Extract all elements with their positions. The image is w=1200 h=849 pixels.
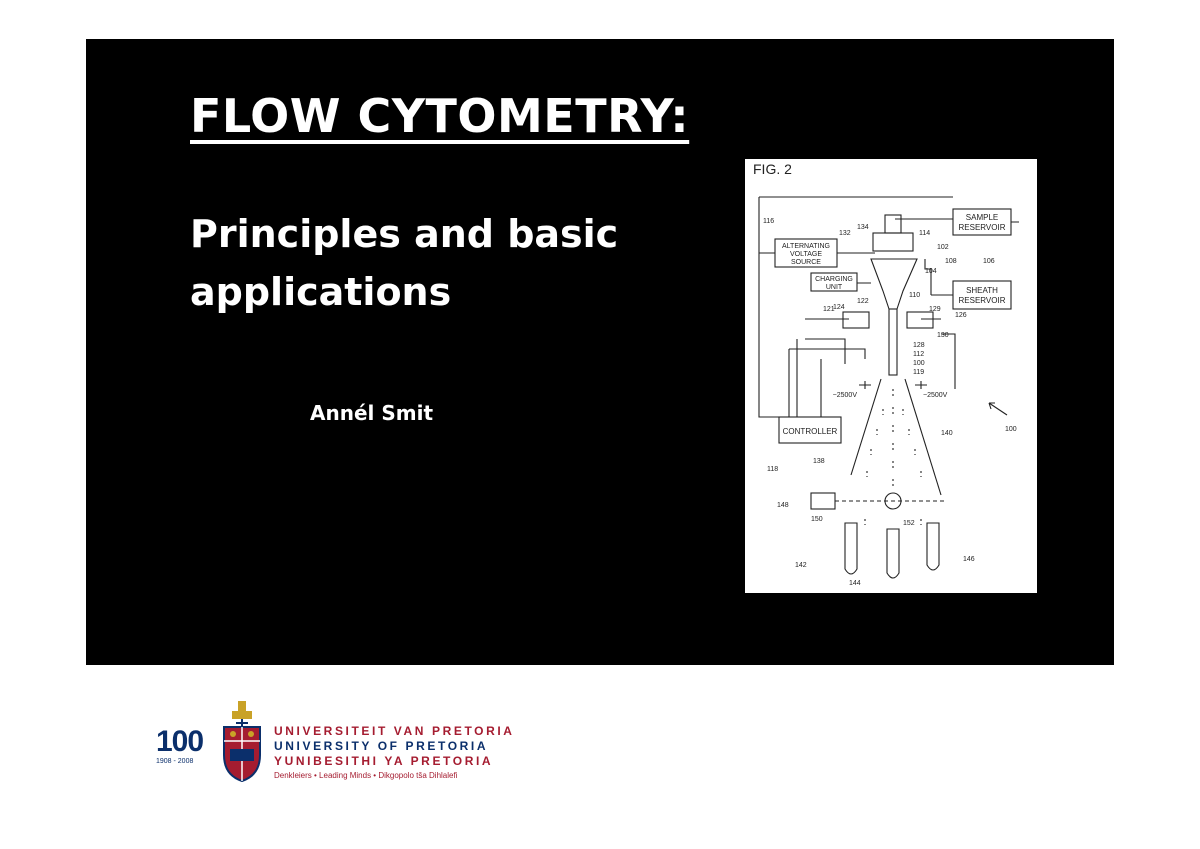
collection-tube-right (927, 523, 939, 570)
university-logo (156, 697, 515, 787)
ref-number: 124 (833, 304, 845, 311)
voltage-source-label-3: SOURCE (791, 259, 821, 266)
ref-number: 126 (955, 312, 967, 319)
university-crest-icon (218, 697, 266, 783)
ref-number: 108 (945, 258, 957, 265)
droplet-stream (865, 389, 921, 525)
ref-number: 132 (839, 230, 851, 237)
voltage-source-label: ALTERNATING (782, 243, 830, 250)
sample-reservoir-label-2: RESERVOIR (958, 223, 1006, 232)
ref-number: 142 (795, 562, 807, 569)
ref-number: 119 (913, 369, 925, 376)
ref-number: 148 (777, 502, 789, 509)
ref-number: 121 (823, 306, 835, 313)
ref-number: 116 (763, 218, 775, 225)
patent-figure (745, 159, 1037, 593)
ref-number: 144 (849, 580, 861, 587)
ref-number: 100 (1005, 426, 1017, 433)
university-names (274, 724, 515, 780)
slide-title: FLOW CYTOMETRY: (190, 89, 690, 143)
detector-right (907, 312, 933, 328)
ref-number: 138 (813, 458, 825, 465)
university-name-afrikaans: UNIVERSITEIT VAN PRETORIA (274, 724, 515, 738)
injector-top (885, 215, 901, 233)
ref-number: 128 (913, 342, 925, 349)
ref-number: 106 (983, 258, 995, 265)
university-name-sepedi: YUNIBESITHI YA PRETORIA (274, 754, 494, 768)
ref-number: 110 (909, 292, 921, 299)
voltage-marks (859, 381, 927, 389)
detector-bottom (811, 493, 835, 509)
sheath-reservoir-label: SHEATH (966, 286, 998, 295)
ref-number: 114 (919, 230, 931, 237)
ref-number: 134 (857, 224, 869, 231)
collection-tube-left (845, 523, 857, 574)
ref-number: 152 (903, 520, 915, 527)
ref-number: 150 (811, 516, 823, 523)
ref-number: 100 (913, 360, 925, 367)
flow-cell (871, 259, 917, 309)
controller-label: CONTROLLER (782, 427, 838, 436)
voltage-left-label: −2500V (832, 392, 857, 399)
slide (86, 39, 1114, 665)
ref-number: 102 (937, 244, 949, 251)
sheath-reservoir-label-2: RESERVOIR (958, 296, 1006, 305)
collection-tube-center (887, 529, 899, 578)
figure-caption: FIG. 2 (753, 161, 792, 177)
ref-number: 130 (937, 332, 949, 339)
ref-number: 122 (857, 298, 869, 305)
ref-number: 104 (925, 268, 937, 275)
laser-left (843, 312, 869, 328)
voltage-right-label: −2500V (923, 392, 948, 399)
ref-number: 140 (941, 430, 953, 437)
ref-number: 112 (913, 351, 925, 358)
sample-injector (873, 233, 913, 251)
university-name-english: UNIVERSITY OF PRETORIA (274, 739, 489, 753)
sample-reservoir-label: SAMPLE (965, 213, 999, 222)
nozzle (889, 309, 897, 375)
flow-cytometer-diagram (745, 159, 1037, 593)
charging-unit-label-2: UNIT (825, 284, 843, 291)
centenary-number: 100 (156, 725, 204, 758)
ref-number: 129 (929, 306, 941, 313)
author-name: Annél Smit (310, 401, 433, 425)
slide-subtitle: Principles and basic applications (190, 212, 619, 314)
voltage-source-label-2: VOLTAGE (789, 251, 823, 258)
flow-direction-arrow (989, 403, 1007, 415)
ref-number: 118 (767, 466, 779, 473)
ref-number: 146 (963, 556, 975, 563)
university-motto: Denkleiers • Leading Minds • Dikgopolo tša Dihlalefi (274, 771, 458, 780)
centenary-badge (156, 727, 212, 765)
charging-unit-label: CHARGING (815, 276, 853, 283)
centenary-years: 1908 - 2008 (156, 758, 194, 765)
